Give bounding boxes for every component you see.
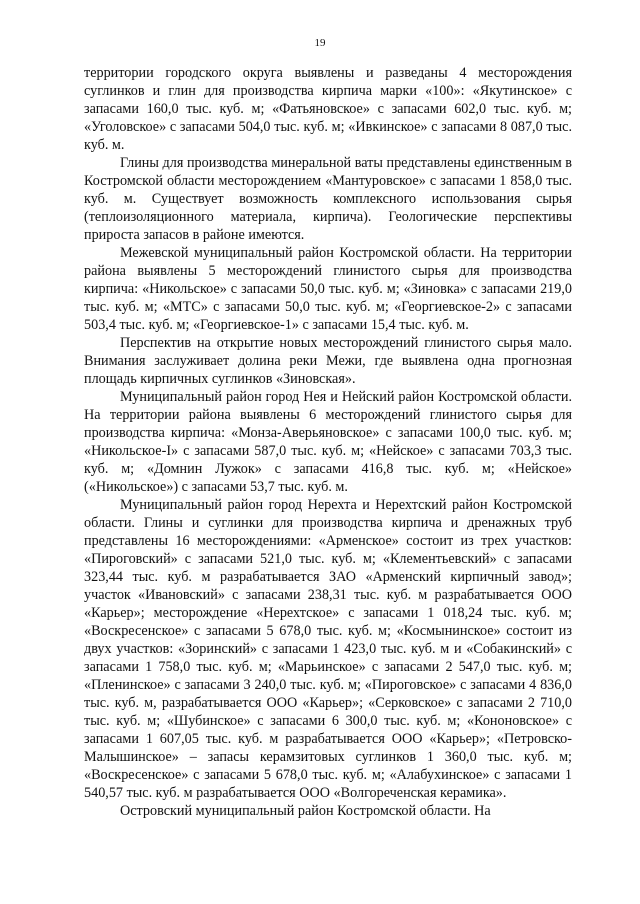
paragraph-neya-district: Муниципальный район город Нея и Нейский район Костромской области. На территории района выявлены 6 месторождений глинистого сырья для производства кирпича: «Монза-Аверьяновское» с запасами 100,0 тыс. куб. м; «Никольское-I» с запасами 587,0 тыс. куб. м; «Нейское» с запасами 703,3 тыс. куб. м; «Домнин Лужок» с запасами 416,8 тыс. куб. м; «Нейское» («Никольское») с запасами 53,7 тыс. куб. м.	[84, 389, 572, 495]
paragraph-mezhevskoy-district: Межевской муниципальный район Костромской области. На территории района выявлены 5 месторождений глинистого сырья для производства кирпича: «Никольское» с запасами 50,0 тыс. куб. м; «Зиновка» с запасами 219,0 тыс. куб. м; «МТС» с запасами 50,0 тыс. куб. м; «Георгиевское-2» с запасами 503,4 тыс. куб. м; «Георгиевское-1» с запасами 15,4 тыс. куб. м.	[84, 245, 572, 333]
paragraph-mineral-wool-clays: Глины для производства минеральной ваты представлены единственным в Костромской области месторождением «Мантуровское» с запасами 1 858,0 тыс. куб. м. Существует возможность комплексного использования сырья (теплоизоляционного материала, кирпича). Геологические перспективы прироста запасов в районе имеются.	[84, 155, 572, 243]
paragraph-nerekhta-district: Муниципальный район город Нерехта и Нерехтский район Костромской области. Глины и суглинки для производства кирпича и дренажных труб представлены 16 месторождениями: «Арменское» состоит из трех участков: «Пироговский» с запасами 521,0 тыс. куб. м; «Клементьевский» с запасами 323,44 тыс. куб. м разрабатывается ЗАО «Арменский кирпичный завод»; участок «Ивановский» с запасами 238,31 тыс. куб. м разрабатывается ООО «Карьер»; месторождение «Нерехтское» с запасами 1 018,24 тыс. куб. м; «Воскресенское» с запасами 5 678,0 тыс. куб. м; «Космынинское» состоит из двух участков: «Зоринский» с запасами 1 423,0 тыс. куб. м и «Собакинский» с запасами 1 758,0 тыс. куб. м; «Марьинское» с запасами 2 547,0 тыс. куб. м; «Пленинское» с запасами 3 240,0 тыс. куб. м; «Пироговское» с запасами 4 836,0 тыс. куб. м, разрабатывается ООО «Карьер»; «Серковское» с запасами 2 710,0 тыс. куб. м; «Шубинское» с запасами 6 300,0 тыс. куб. м; «Кононовское» с запасами 1 607,05 тыс. куб. м разрабатывается ООО «Карьер»; «Петровско-Малышинское» – запасы керамзитовых суглинков 1 360,0 тыс. куб. м; «Воскресенское» с запасами 5 678,0 тыс. куб. м; «Алабухинское» с запасами 1 540,57 тыс. куб. м разрабатывается ООО «Волгореченская керамика».	[84, 497, 572, 801]
document-body	[84, 64, 572, 820]
paragraph-gorodskoy-okrug-deposits: территории городского округа выявлены и разведаны 4 месторождения суглинков и глин для производства кирпича марки «100»: «Якутинское» с запасами 160,0 тыс. куб. м; «Фатьяновское» с запасами 602,0 тыс. куб. м; «Уголовское» с запасами 504,0 тыс. куб. м; «Ивкинское» с запасами 8 087,0 тыс. куб. м.	[84, 65, 572, 153]
paragraph-mezhevskoy-prospects: Перспектив на открытие новых месторождений глинистого сырья мало. Внимания заслуживает долина реки Межи, где выявлена одна прогнозная площадь кирпичных суглинков «Зиновская».	[84, 335, 572, 387]
page-number: 19	[314, 37, 326, 49]
paragraph-ostrovsky-district: Островский муниципальный район Костромской области. На	[120, 803, 491, 819]
